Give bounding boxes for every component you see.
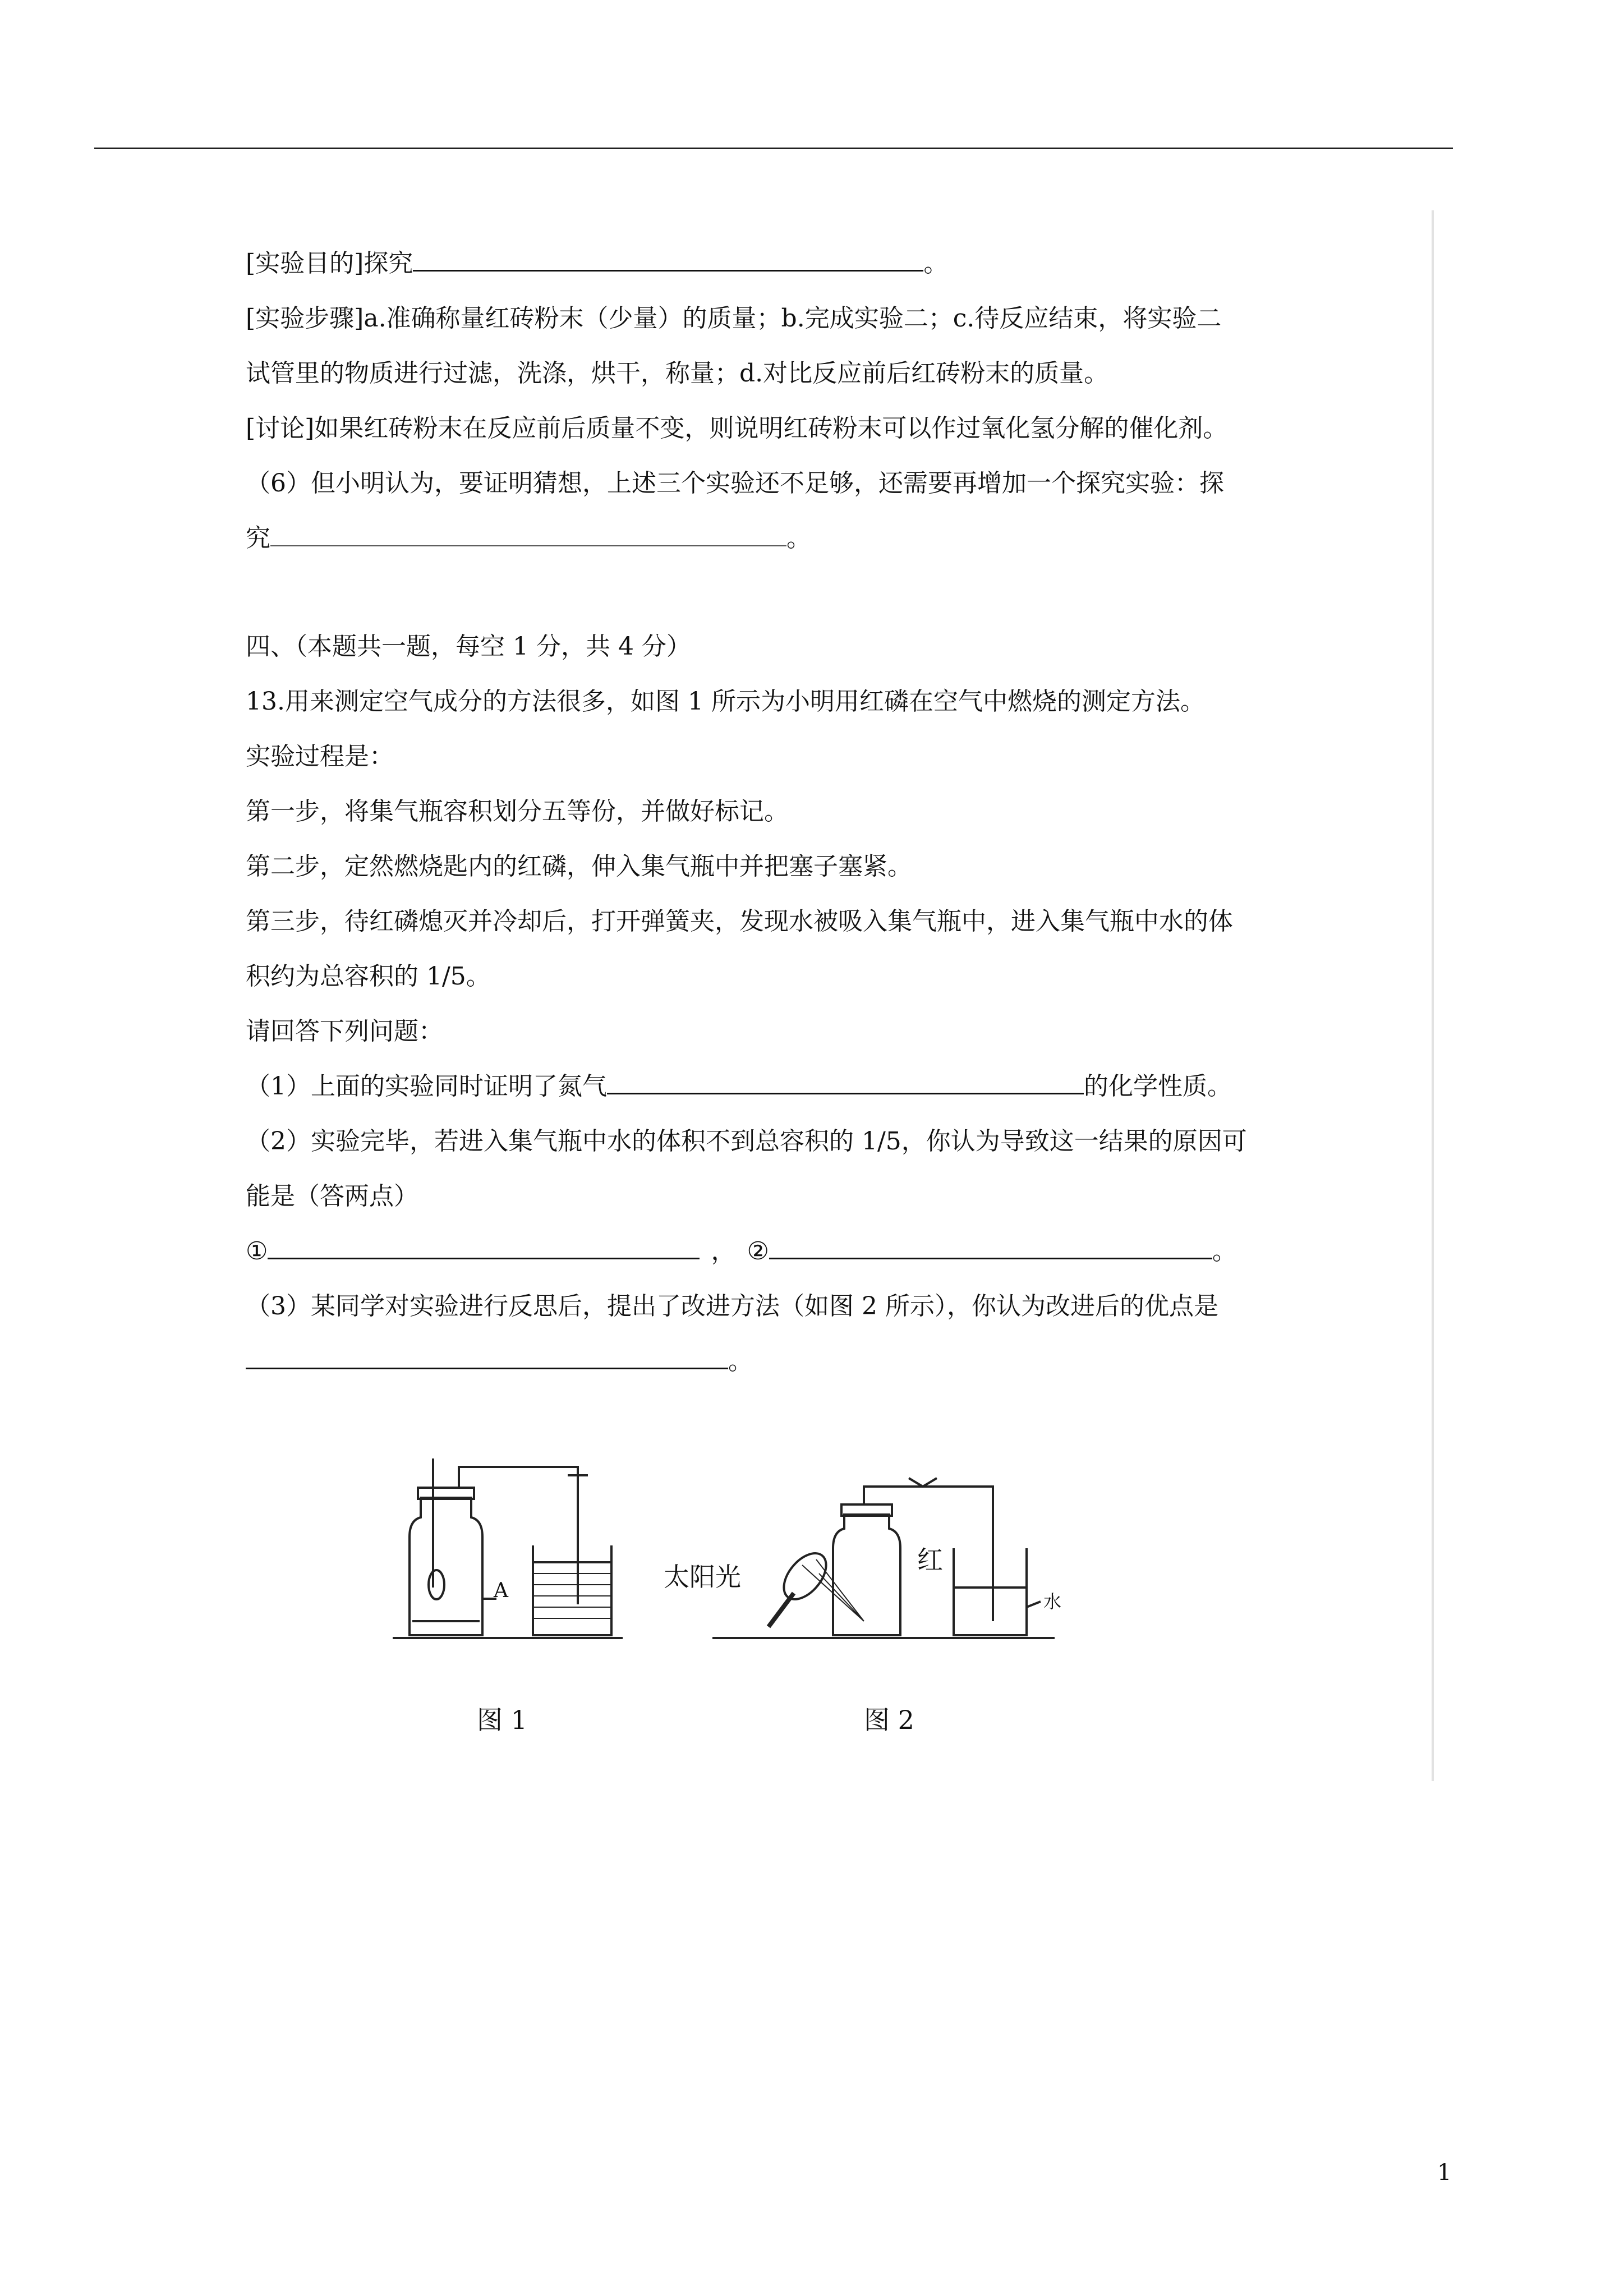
fig2-red-label: 红 xyxy=(917,1545,943,1575)
part-3: （3）某同学对实验进行反思后，提出了改进方法（如图 2 所示），你认为改进后的优点是 xyxy=(246,1292,1218,1320)
step-3-line-1: 第三步，待红磷熄灭并冷却后，打开弹簧夹，发现水被吸入集气瓶中，进入集气瓶中水的体 xyxy=(246,907,1233,936)
part-2-line-1: （2）实验完毕，若进入集气瓶中水的体积不到总容积的 1/5，你认为导致这一结果的原因可 xyxy=(246,1127,1247,1156)
q6-line-2: 究 。 xyxy=(246,524,811,553)
question-13: 13.用来测定空气成分的方法很多，如图 1 所示为小明用红磷在空气中燃烧的测定方法。 xyxy=(246,687,1205,716)
fig2-water-pointer xyxy=(1027,1602,1041,1607)
figure-2-apparatus xyxy=(712,1478,1055,1638)
fig1-label: A xyxy=(494,1579,508,1602)
part-2-answers: ① ， ② 。 xyxy=(246,1235,1237,1268)
part-1: （1）上面的实验同时证明了氮气 的化学性质。 xyxy=(246,1070,1232,1103)
page-number: 1 xyxy=(1437,2160,1452,2185)
fig1-beaker xyxy=(533,1545,611,1635)
part-3-blank xyxy=(246,1345,728,1369)
part-1-blank xyxy=(607,1070,1084,1094)
section-4-heading: 四、（本题共一题，每空 1 分，共 4 分） xyxy=(246,632,691,661)
part-2-blank-2 xyxy=(769,1235,1212,1259)
aim-line: [实验目的]探究 。 xyxy=(246,247,948,280)
fig1-spoon-bowl xyxy=(429,1570,444,1599)
step-3-line-2: 积约为总容积的 1/5。 xyxy=(246,962,491,991)
fig1-caption: 图 1 xyxy=(477,1705,527,1735)
step-2: 第二步，定然燃烧匙内的红磷，伸入集气瓶中并把塞子塞紧。 xyxy=(246,852,912,881)
step-1: 第一步，将集气瓶容积划分五等份，并做好标记。 xyxy=(246,797,789,826)
fig1-water-lines xyxy=(534,1573,610,1618)
q6-line-1: （6）但小明认为，要证明猜想，上述三个实验还不足够，还需要再增加一个探究实验：探 xyxy=(246,469,1224,498)
steps-line-1: [实验步骤]a.准确称量红砖粉末（少量）的质量；b.完成实验二；c.待反应结束，将实验二 xyxy=(246,304,1222,333)
q6-blank xyxy=(270,523,786,546)
fig2-spring-clamp xyxy=(909,1478,937,1487)
margin-rule xyxy=(1432,210,1434,1781)
figures xyxy=(387,1453,1088,1745)
aim-blank xyxy=(413,247,923,272)
fig2-magnifier-lens xyxy=(776,1545,835,1607)
figure-1-apparatus xyxy=(393,1458,623,1638)
fig2-gas-bottle xyxy=(833,1515,900,1635)
steps-line-2: 试管里的物质进行过滤，洗涤，烘干，称量；d.对比反应前后红砖粉末的质量。 xyxy=(246,359,1109,388)
discussion-line: [讨论]如果红砖粉末在反应前后质量不变，则说明红砖粉末可以作过氧化氢分解的催化剂。 xyxy=(246,414,1228,443)
part-3-answer: 。 xyxy=(246,1345,753,1378)
fig2-caption: 图 2 xyxy=(864,1705,914,1735)
fig1-gas-bottle xyxy=(410,1498,482,1635)
fig2-sun-label: 太阳光 xyxy=(664,1562,741,1592)
header-rule xyxy=(94,148,1453,149)
process-label: 实验过程是： xyxy=(246,742,394,771)
fig2-magnifier-handle xyxy=(769,1593,794,1627)
part-2-blank-1 xyxy=(268,1235,700,1259)
fig2-beaker xyxy=(954,1548,1027,1635)
fig1-glass-tube xyxy=(459,1467,578,1604)
fig2-water-label: 水 xyxy=(1043,1591,1062,1612)
answer-prompt: 请回答下列问题： xyxy=(246,1017,443,1046)
part-2-line-2: 能是（答两点） xyxy=(246,1182,418,1211)
